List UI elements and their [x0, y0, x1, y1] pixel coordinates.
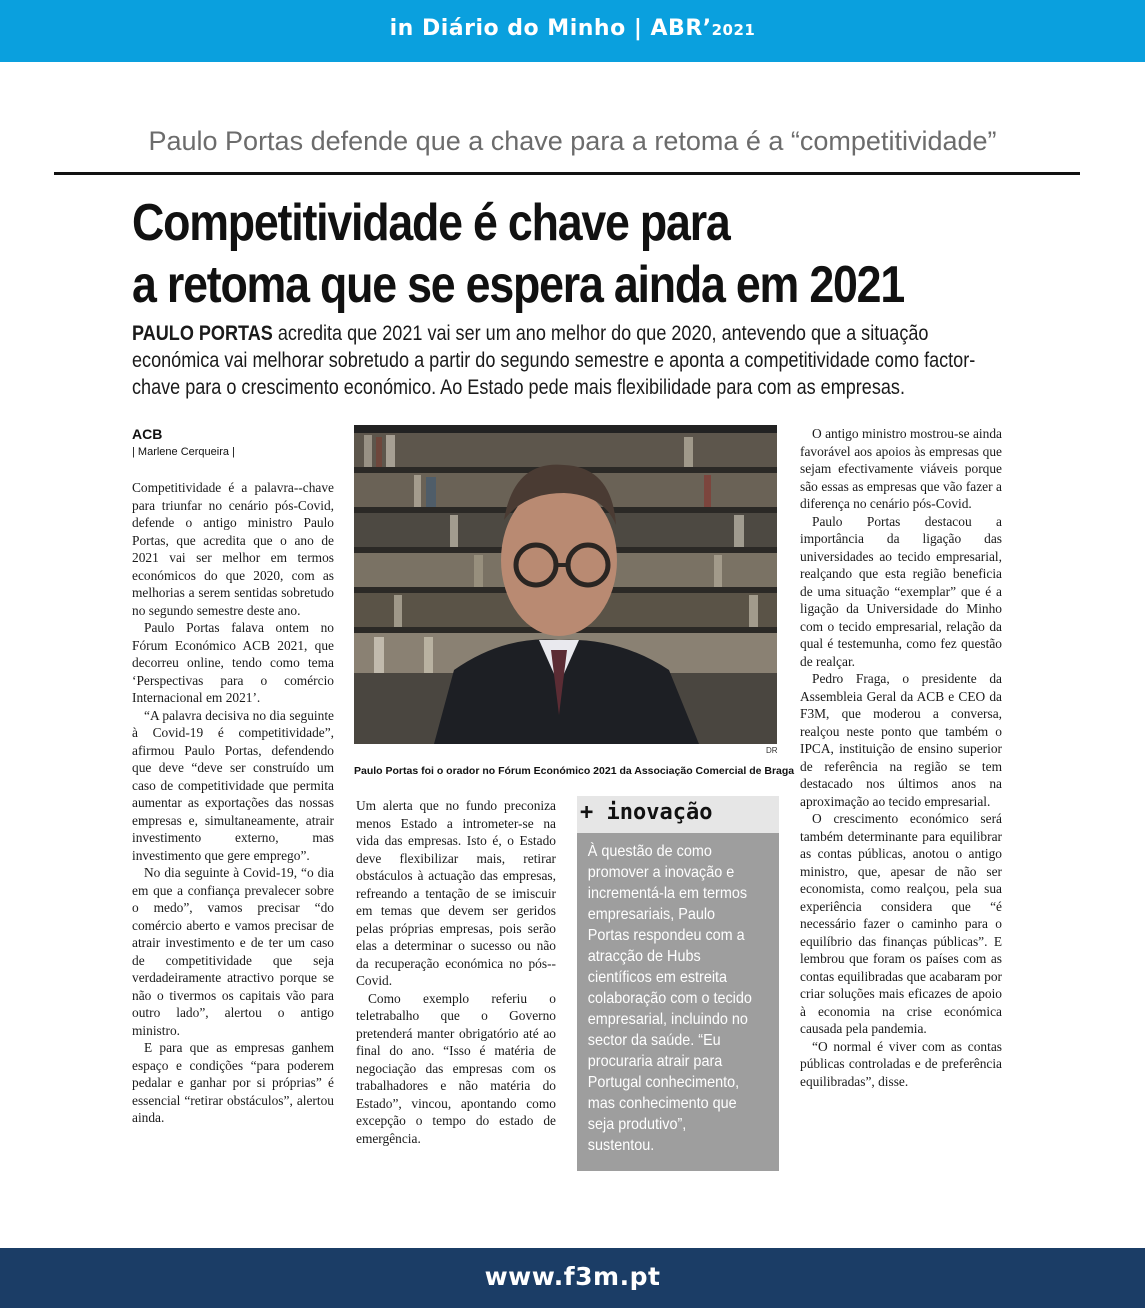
banner-source: in Diário do Minho | ABR’2021	[389, 16, 756, 41]
paragraph: O antigo ministro mostrou-se ainda favorável aos apoios às empresas que sejam efectivamente viáveis porque são essas as empresas que vão fazer a diferença no cenário pós-Covid.	[800, 426, 1002, 511]
paragraph: Paulo Portas destacou a importância da ligação das universidades ao tecido empresarial, realçando que esta região beneficia de uma situação “exemplar” que é a ligação da Universidade do Minho com o tecido empresarial, relação da qual é testemunha, como fez questão de realçar.	[800, 513, 1002, 669]
lead-name: PAULO PORTAS	[132, 322, 273, 345]
paragraph: “A palavra decisiva no dia seguinte à Covid-19 é competitividade”, afirmou Paulo Portas, defendendo que deve “deve ser construído um caso de competitividade que permita aumentar as exportações das nossas empresas e, simultaneamente, atrair investimento externo, mas investimento que gere emprego”.	[132, 707, 334, 863]
footer-bar	[0, 1248, 1145, 1308]
paragraph: No dia seguinte à Covid-19, “o dia em que a confiança prevalecer sobre o medo”, vamos precisar “do comércio aberto e vamos precisar de atrair investimento e de ter um caso de competitividade que seja verdadeiramente atractivo porque se não o tivermos os capitais vão para outro lado”, alertou o antigo ministro.	[132, 865, 334, 1038]
sidebox-body: À questão de como promover a inovação e incrementá-la em termos empresariais, Paulo Portas respondeu com a atracção de Hubs científicos em estreita colaboração com o tecido empresarial, incluindo no sector da saúde. “Eu procuraria atrair para Portugal conhecimento, mas conhecimento que seja produtivo”, sustentou.	[587, 843, 752, 1154]
photo-credit: DR	[766, 746, 778, 755]
paragraph: E para que as empresas ganhem espaço e condições “para poderem pedalar e ganhar por si próprias” é essencial “retirar obstáculos”, alertou ainda.	[132, 1040, 334, 1125]
footer-url[interactable]: www.f3m.pt	[484, 1262, 661, 1291]
paragraph: O crescimento económico será também determinante para equilibrar as contas públicas, anotou o antigo ministro, que, apesar de não ser economista, como realçou, pela sua experiência considera que “é necessário fazer o caminho para o equilíbrio das finanças públicas”. E lembrou que foram os países com as contas equilibradas que acabaram por criar soluções mais eficazes de apoio à economia na crise económica causada pela pandemia.	[800, 811, 1002, 1036]
banner-year: 2021	[711, 21, 756, 39]
kicker: Paulo Portas defende que a chave para a retoma é a “competitividade”	[148, 126, 997, 156]
headline-line-1: Competitividade é chave para	[132, 194, 730, 252]
photo-caption: Paulo Portas foi o orador no Fórum Económico 2021 da Associação Comercial de Braga	[354, 765, 795, 777]
byline-org: ACB	[132, 426, 163, 442]
article-photo	[354, 425, 777, 744]
paragraph: Pedro Fraga, o presidente da Assembleia Geral da ACB e CEO da F3M, que moderou a conversa, realçou neste ponto que também o IPCA, instituição de ensino superior de referência na região se tem destacado nos últimos anos na aproximação ao tecido empresarial.	[800, 671, 1002, 809]
paragraph: “O normal é viver com as contas públicas controladas e de preferência equilibradas”, disse.	[800, 1038, 1002, 1089]
lead-paragraph	[132, 320, 983, 401]
headline-line-2: a retoma que se espera ainda em 2021	[132, 256, 904, 314]
paragraph: Como exemplo referiu o teletrabalho que o Governo pretenderá manter obrigatório até ao final do ano. “Isso é matéria de negociação das empresas com os trabalhadores e não matéria do Estado”, vincou, apontando como excepção o tempo do estado de emergência.	[356, 990, 556, 1146]
photo-illustration	[354, 425, 777, 744]
paragraph: Um alerta que no fundo preconiza menos Estado a intrometer-se na vida das empresas. Isto é, o Estado deve flexibilizar mais, retirar obstáculos à actuação das empresas, refreando a tentação de se imiscuir em temas que devem ser geridos pelas próprias empresas, pois serão elas a determinar o sucesso ou não da recuperação económica no pós--Covid.	[356, 798, 556, 988]
article-column-2	[356, 797, 556, 1147]
top-banner	[0, 0, 1145, 62]
lead-text: acredita que 2021 vai ser um ano melhor do que 2020, antevendo que a situação económica vai melhorar sobretudo a partir do segundo semestre e aponta a competitividade como factor-chave para o crescimento económico. Ao Estado pede mais flexibilidade para com as empresas.	[132, 322, 976, 399]
kicker-divider	[54, 172, 1080, 175]
headline	[132, 192, 906, 316]
byline-author: | Marlene Cerqueira |	[132, 446, 235, 458]
article-column-4	[800, 425, 1002, 1090]
innovation-sidebox	[577, 796, 779, 1171]
article-column-1	[132, 479, 334, 1127]
sidebox-title: + inovação	[577, 796, 779, 833]
paragraph: Paulo Portas falava ontem no Fórum Económico ACB 2021, que decorreu online, tendo como tema ‘Perspectivas para o comércio Internacional em 2021’.	[132, 620, 334, 705]
byline	[132, 426, 235, 458]
paragraph: Competitividade é a palavra--chave para triunfar no cenário pós-Covid, defende o antigo ministro Paulo Portas, que acredita que o ano de 2021 vai ser melhor em termos económicos do que 2020, com as melhorias a serem sentidas sobretudo no segundo semestre deste ano.	[132, 480, 334, 618]
